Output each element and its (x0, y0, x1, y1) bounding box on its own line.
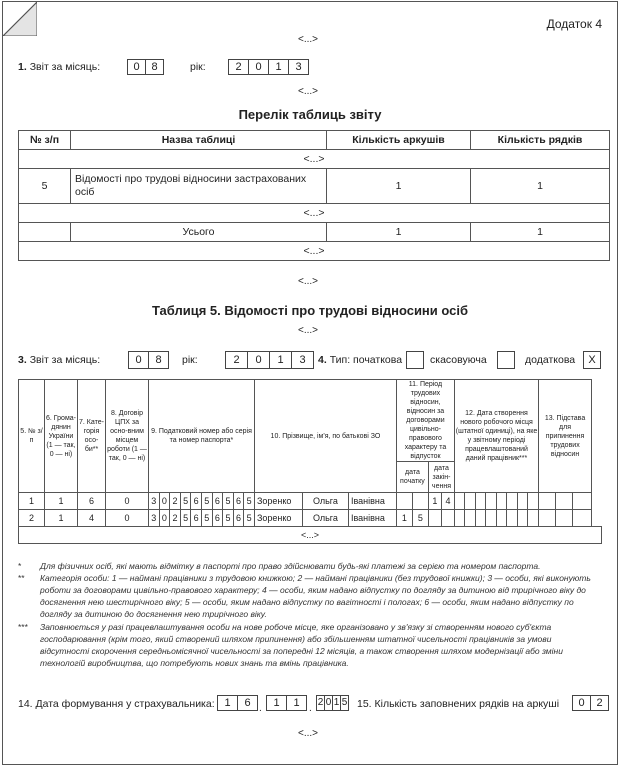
digit-box: 3 (288, 59, 309, 75)
col-num-header: № з/п (19, 131, 71, 150)
col-name-header: Назва таблиці (71, 131, 327, 150)
ellipsis-row: <...> (19, 204, 610, 223)
table5 (18, 379, 602, 544)
col6-header: 6. Грома-дянин України (1 — так, 0 — ні) (45, 380, 78, 493)
table-row: 2 1 4 0 3 0 2 5 6 5 6 5 6 5 Зоренко Ольга Іванівна 1 5 (19, 510, 602, 527)
date-label: 14. Дата формування у страхувальника: (18, 698, 215, 710)
digit-box: 8 (148, 351, 169, 369)
digit-box: 1 (269, 351, 292, 369)
col11-header: 11. Період трудових відносин, відносин за договорами цивільно-правового характеру та відпусток (396, 380, 454, 462)
digit-box: 1 (266, 695, 287, 711)
col12-header: 12. Дата створення нового робочого місця (штатної одиниці), на яке у звітному періоді працевлаштований даний працівник*** (454, 380, 538, 493)
footnote-mark: ** (18, 573, 25, 583)
footnote-text: Категорія особи: 1 — наймані працівники з трудовою книжкою; 2 — наймані працівники (без трудової книжки); 3 — особи, які виконують роботи за договорами цивільно-правового характеру; 4 — особи, яким надано відпустку по догляду за дитиною від трирічного віку до досягнення нею шестирічного віку; 5 — особи, яким надано відпустку по вагітності і пологах; 6 — особи, яким надано відпустку по догляду за дитиною до досягнення нею трирічного віку. (40, 573, 591, 619)
type-supp-label: додаткова (525, 354, 576, 366)
digit-box: 1 (217, 695, 238, 711)
footnote-mark: *** (18, 622, 28, 632)
col-rows-header: Кількість рядків (471, 131, 610, 150)
ellipsis-row: <...> (19, 242, 610, 261)
digit-box: 6 (237, 695, 258, 711)
report3-label: 3. Звіт за місяць: (18, 354, 101, 366)
ellipsis-2: <...> (298, 86, 319, 97)
table5-title: Таблиця 5. Відомості про трудові відносини осіб (151, 303, 469, 318)
ellipsis-row: <...> (19, 527, 602, 544)
col-sheets-header: Кількість аркушів (327, 131, 471, 150)
digit-box: 1 (332, 695, 341, 711)
report-year-label: рік: (190, 61, 206, 73)
report3-year-label: рік: (182, 354, 198, 366)
page-fold-corner (3, 2, 37, 36)
ellipsis-row: <...> (19, 150, 610, 169)
type-supp-checkbox[interactable]: X (583, 351, 601, 369)
col7-header: 7. Кате-горія осо-би** (78, 380, 106, 493)
col13-header: 13. Підстава для припинення трудових відносин (539, 380, 592, 493)
type-cancel-label: скасовуюча (430, 354, 487, 366)
ellipsis-3: <...> (298, 276, 319, 287)
digit-box: 0 (247, 351, 270, 369)
total-row: Усього 1 1 (19, 223, 610, 242)
ellipsis-5: <...> (298, 728, 319, 739)
table-row: 1 1 6 0 3 0 2 5 6 5 6 5 6 5 Зоренко Ольга Іванівна 1 4 (19, 493, 602, 510)
filled-label: 15. Кількість заповнених рядків на аркуші (357, 698, 560, 710)
digit-box: 2 (225, 351, 248, 369)
date-separator: . (259, 703, 262, 714)
digit-box: 5 (340, 695, 349, 711)
footnote-mark: * (18, 561, 22, 571)
type-cancel-checkbox[interactable] (497, 351, 515, 369)
digit-box: 0 (127, 59, 146, 75)
digit-box: 1 (268, 59, 289, 75)
col10-header: 10. Прізвище, ім'я, по батькові ЗО (254, 380, 396, 493)
digit-box: 2 (590, 695, 609, 711)
col11-start-header: дата початку (396, 462, 428, 493)
digit-box: 2 (228, 59, 249, 75)
footnote-text: Для фізичних осіб, які мають відмітку в паспорті про право здійснювати будь-які платежі за серією та номером паспорта. (40, 561, 541, 571)
col8-header: 8. Договір ЦПХ за осно-вним місцем роботи (1 — так, 0 — ні) (106, 380, 149, 493)
ellipsis-1: <...> (298, 34, 319, 45)
date-separator: . (309, 703, 312, 714)
footnote-text: Заповнюється у разі працевлаштування особи на нове робоче місце, яке організовано у зв'язку зі створенням нового суб'єкта господарювання (крім того, який створений шляхом припинення) або збільшенням штатної чисельності працівників за умови відсутності скорочення середньомісячної чисельності за попередні 12 місяців, а також створення шляхом модернізації або зміни технологій виробництва, що потребують нових знань та вмінь працівника. (40, 622, 563, 668)
digit-box: 3 (291, 351, 314, 369)
type-label: 4. Тип: початкова (318, 354, 403, 366)
type-initial-checkbox[interactable] (406, 351, 424, 369)
col11-end-header: дата закін-чення (428, 462, 454, 493)
digit-box: 8 (145, 59, 164, 75)
list-table (18, 130, 610, 261)
digit-box: 2 (316, 695, 325, 711)
digit-box: 0 (324, 695, 333, 711)
appendix-label: Додаток 4 (546, 17, 602, 31)
col9-header: 9. Податковий номер або серія та номер паспорта* (149, 380, 255, 493)
report-label: 1. Звіт за місяць: (18, 61, 101, 73)
digit-box: 0 (572, 695, 591, 711)
digit-box: 0 (248, 59, 269, 75)
digit-box: 1 (286, 695, 307, 711)
list-title: Перелік таблиць звіту (238, 107, 382, 122)
col5-header: 5. № з/п (19, 380, 45, 493)
digit-box: 0 (128, 351, 149, 369)
table-row: 5 Відомості про трудові відносини застрахованих осіб 1 1 (19, 169, 610, 204)
ellipsis-4: <...> (298, 325, 319, 336)
